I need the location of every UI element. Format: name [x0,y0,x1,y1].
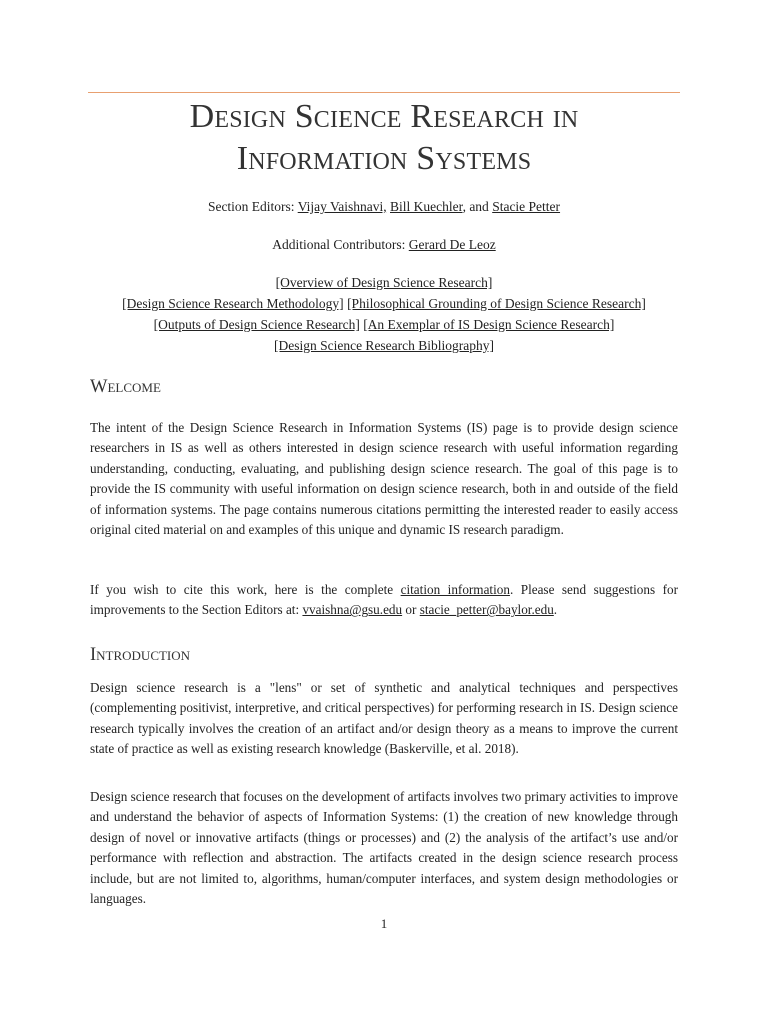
header-rule [88,92,680,93]
additional-contributors [80,234,688,255]
welcome-paragraph: The intent of the Design Science Research in Information Systems (IS) page is to provide design science researchers in IS as well as others interested in design science research with useful information regarding understanding, conducting, evaluating, and publishing design science research. The goal of this page is to provide the IS community with useful information on design science research, both in and outside of the field of information systems. The page contains numerous citations permitting the interested reader to easily access original cited material on and examples of this unique and dynamic IS research paradigm. [90,420,678,538]
nav-link-bibliography[interactable]: [Design Science Research Bibliography] [273,338,495,353]
heading-introduction: Introduction [90,645,191,665]
citation-text-end: . [553,602,558,618]
editor-link-petter[interactable]: Stacie Petter [492,199,561,214]
editor-link-kuechler[interactable]: Bill Kuechler [390,199,463,214]
contributor-link-deleoz[interactable]: Gerard De Leoz [408,237,496,252]
document-title [88,96,680,180]
nav-link-overview[interactable]: [Overview of Design Science Research] [275,275,493,290]
nav-link-exemplar[interactable]: [An Exemplar of IS Design Science Research] [363,317,615,332]
nav-link-philosophical-grounding[interactable]: [Philosophical Grounding of Design Science Research] [347,296,646,311]
nav-link-outputs[interactable]: [Outputs of Design Science Research] [153,317,360,332]
page-number: 1 [380,916,388,931]
editors-separator-and: , and [462,199,493,214]
editor-link-vaishnavi[interactable]: Vijay Vaishnavi, [297,199,387,214]
citation-info-link[interactable]: citation information [400,582,510,597]
heading-welcome: Welcome [90,377,161,397]
email-link-vaishnavi[interactable]: vvaishna@gsu.edu [302,602,403,618]
editors-prefix: Section Editors: [207,199,298,214]
title-line-2: Information Systems [236,140,532,177]
section-editors [80,196,688,217]
intro-paragraph-1: Design science research is a "lens" or set of synthetic and analytical techniques and perspectives (complementing positivist, interpretive, and critical perspectives) for performing research in IS. Design science research typically involves the creation of an artifact and/or design theory as a means to improve the current state of practice as well as existing research knowledge (Baskerville, et al. 2018). [90,680,678,757]
citation-paragraph [90,580,678,621]
nav-link-methodology[interactable]: [Design Science Research Methodology] [122,296,344,311]
section-nav [70,272,698,356]
citation-text: If you wish to cite this work, here is the complete [90,582,401,597]
citation-text-or: or [402,602,420,618]
intro-paragraph-2: Design science research that focuses on the development of artifacts involves two primary activities to improve and understand the behavior of aspects of Information Systems: (1) the creation of new knowledge through design of novel or innovative artifacts (things or processes) and (2) the analysis of the artifact’s use and/or performance with reflection and abstraction. The artifacts created in the design science research process include, but are not limited to, algorithms, human/computer interfaces, and system design methodologies or languages. [90,789,678,907]
citation-text-middle: . Please send suggestions for improvements to the Section Editors at: [90,582,679,618]
contributors-prefix: Additional Contributors: [272,237,409,252]
title-line-1: Design Science Research in [189,98,579,135]
email-link-petter[interactable]: stacie_petter@baylor.edu [419,602,554,618]
